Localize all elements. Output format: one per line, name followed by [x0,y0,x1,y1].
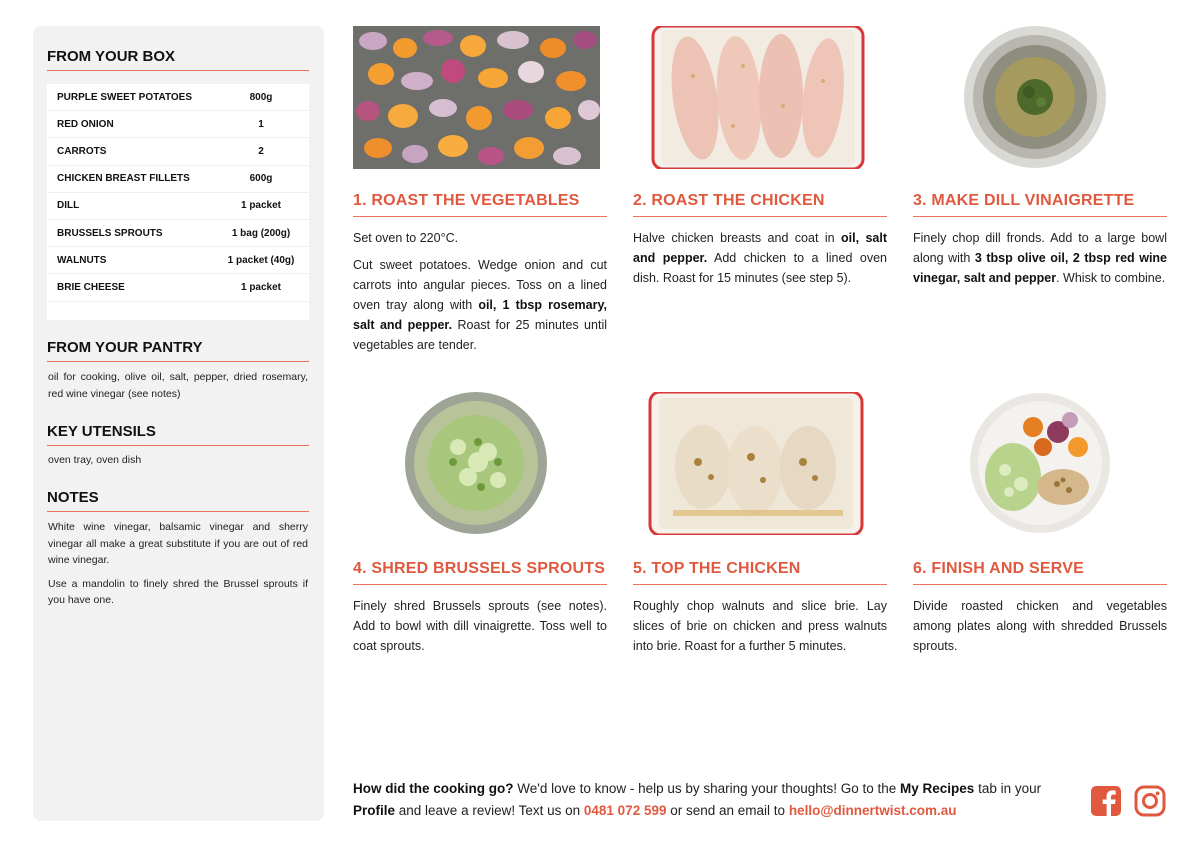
brussels-sprouts-photo [353,392,607,535]
step-3-title: 3. MAKE DILL VINAIGRETTE [913,192,1135,209]
divider [47,70,309,71]
divider [47,361,309,362]
step-4-text: Finely shred Brussels sprouts (see notes). Add to bowl with dill vinaigrette. Toss well to coat sprouts. [353,599,607,653]
step-5-title: 5. TOP THE CHICKEN [633,560,801,577]
utensils-title: KEY UTENSILS [47,423,156,440]
box-ingredients-table [47,84,309,320]
step-2-text: Halve chicken breasts and coat in oil, salt and pepper. Add chicken to a lined oven dish. Roast for 15 minutes (see step 5). [633,231,887,285]
step-5-text: Roughly chop walnuts and slice brie. Lay slices of brie on chicken and press walnuts into brie. Roast for a further 5 minutes. [633,599,887,653]
ingredient-row: WALNUTS 1 packet (40g) [47,247,309,274]
pantry-text: oil for cooking, olive oil, salt, pepper, dried rosemary, red wine vinegar (see notes) [48,371,308,400]
ingredient-row: CARROTS 2 [47,138,309,165]
divider [913,584,1167,585]
finished-plate-photo [913,392,1167,535]
step-1-text: Set oven to 220°C. Cut sweet potatoes. Wedge onion and cut carrots into angular pieces. Toss on a lined oven tray along with oil, 1 tbsp rosemary, salt and pepper. Roast for 25 minutes until vegetables are tender. [353,231,607,352]
my-recipes-link[interactable]: My Recipes [900,781,975,796]
email-link[interactable]: hello@dinnertwist.com.au [788,803,957,818]
ingredient-row: CHICKEN BREAST FILLETS 600g [47,166,309,193]
divider [913,216,1167,217]
phone-link[interactable]: 0481 072 599 [583,803,667,818]
step-6-text: Divide roasted chicken and vegetables among plates along with shredded Brussels sprouts. [913,599,1167,653]
topped-chicken-photo [633,392,887,535]
instagram-icon[interactable] [1134,785,1166,817]
utensils-text: oven tray, oven dish [48,454,142,466]
step-3-text: Finely chop dill fronds. Add to a large bowl along with 3 tbsp olive oil, 2 tbsp red wine vinegar, salt and pepper. Whisk to combine. [913,231,1167,285]
step-6-title: 6. FINISH AND SERVE [913,560,1084,577]
divider [633,216,887,217]
ingredient-row: DILL 1 packet [47,193,309,220]
divider [47,511,309,512]
dill-vinaigrette-photo [913,26,1167,169]
ingredient-row: BRUSSELS SPROUTS 1 bag (200g) [47,220,309,247]
box-title: FROM YOUR BOX [47,48,176,65]
ingredient-row: PURPLE SWEET POTATOES 800g [47,84,309,111]
notes-title: NOTES [47,489,99,506]
ingredient-row: BRIE CHEESE 1 packet [47,274,309,301]
ingredient-row: RED ONION 1 [47,111,309,138]
roast-vegetables-photo [353,26,607,169]
step-2-title: 2. ROAST THE CHICKEN [633,192,825,209]
divider [633,584,887,585]
step-4-title: 4. SHRED BRUSSELS SPROUTS [353,560,606,577]
divider [47,445,309,446]
notes-text: White wine vinegar, balsamic vinegar and sherry vinegar all make a great substitute if you are out of red wine vinegar. Use a mandolin to finely shred the Brussel sprouts if you have one. [48,521,308,606]
facebook-icon[interactable] [1090,785,1122,817]
step-1-title: 1. ROAST THE VEGETABLES [353,192,580,209]
divider [353,584,607,585]
feedback-footer: How did the cooking go? We'd love to know - help us by sharing your thoughts! Go to the My Recipes tab in your Profile and leave a review! Text us on 0481 072 599 or send an email to hello@dinnertwist.com.au [353,781,1042,818]
roast-chicken-photo [633,26,887,169]
pantry-title: FROM YOUR PANTRY [47,339,203,356]
profile-link[interactable]: Profile [353,803,396,818]
divider [353,216,607,217]
ingredients-sidebar [33,26,324,821]
